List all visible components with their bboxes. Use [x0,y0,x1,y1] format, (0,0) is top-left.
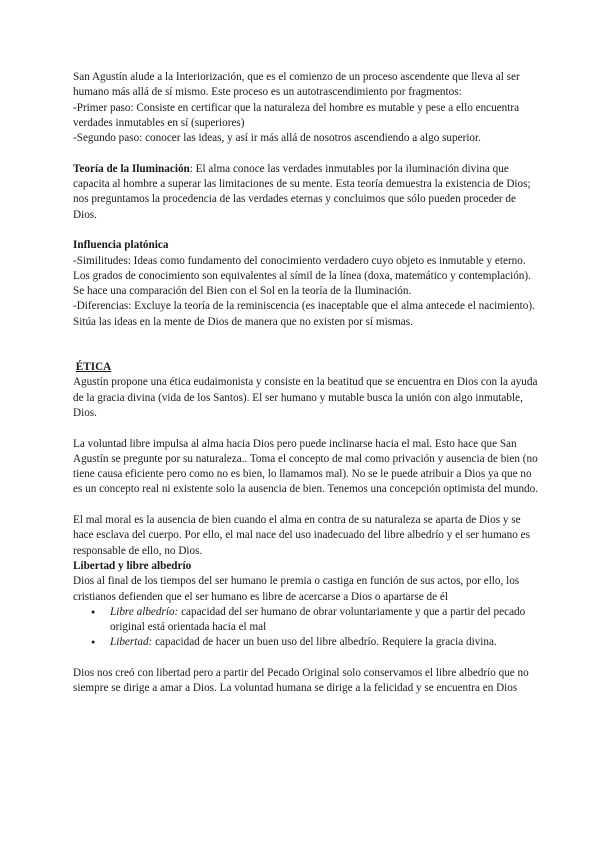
list-item-term: Libertad: [110,636,153,649]
iluminacion-paragraph [73,162,542,223]
spacer [73,651,542,666]
iluminacion-term: Teoría de la Iluminación [73,162,190,175]
list-item [110,605,542,636]
list-item-text: capacidad de hacer un buen uso del libre albedrío. Requiere la gracia divina. [152,636,497,649]
libertad-heading: Libertad y libre albedrío [73,559,192,572]
intro-step-1: -Primer paso: Consiste en certificar que la naturaleza del hombre es mutable y pese a ello encuentra verdades inmutables en sí (superiores) [73,101,520,129]
platonica-heading: Influencia platónica [73,239,169,252]
etica-heading: ÉTICA [75,361,112,374]
platonica-diferencias: -Diferencias: Excluye la teoría de la reminiscencia (es inaceptable que el alma antecede el nacimiento). Sitúa las ideas en la mente de Dios de manera que no existen por sí mismas. [73,300,535,328]
iluminacion-text: : El alma conoce las verdades inmutables por la iluminación divina que capacita al hombre a superar las limitaciones de su mente. Esta teoría demuestra la existencia de Dios; nos preguntamos la procedencia de las verdades eternas y concluimos que sólo pueden proceder de Dios. [73,162,531,221]
platonica-similitudes: -Similitudes: Ideas como fundamento del conocimiento verdadero cuyo objeto es inmutable y eterno. Los grados de conocimiento son equivalentes al símil de la línea (doxa, matemático y contemplación). Se hace una comparación del Bien con el Sol en la teoría de la Iluminación. [73,254,531,298]
list-item-term: Libre albedrío: [110,605,179,618]
spacer [73,330,542,360]
spacer [73,498,542,513]
etica-paragraph-1: Agustín propone una ética eudaimonista y consiste en la beatitud que se encuentra en Dios con la ayuda de la gracia divina (vida de los Santos). El ser humano y mutable busca la unión con algo inmutable, Dios. [73,376,538,419]
etica-heading-line [73,360,542,375]
spacer [73,421,542,436]
intro-step-2: -Segundo paso: conocer las ideas, y así ir más allá de nosotros ascendiendo a algo superior. [73,132,481,145]
list-item [110,635,542,650]
libertad-list [73,605,542,651]
libertad-paragraph: Dios al final de los tiempos del ser humano le premia o castiga en función de sus actos, por ello, los cristianos defienden que el ser humano es libre de acercarse a Dios o apartarse de él [73,575,520,603]
intro-paragraph: San Agustín alude a la Interiorización, que es el comienzo de un proceso ascendente que lleva al ser humano más allá de sí mismo. Este proceso es un autotrascendimiento por fragmentos: [73,71,520,99]
spacer [73,223,542,238]
spacer [73,146,542,161]
list-item-text: capacidad del ser humano de obrar voluntariamente y que a partir del pecado original está orientada hacia el mal [110,605,526,634]
etica-paragraph-3: El mal moral es la ausencia de bien cuando el alma en contra de su naturaleza se aparta de Dios y se hace esclava del cuerpo. Por ello, el mal nace del uso inadecuado del libre albedrío y el ser humano es responsable de ello, no Dios. [73,514,530,557]
etica-paragraph-2: La voluntad libre impulsa al alma hacia Dios pero puede inclinarse hacia el mal. Esto hace que San Agustín se pregunte por su naturaleza.. Toma el concepto de mal como privación y ausencia de bien (no tiene causa eficiente pero como no es bien, lo llamamos mal). No se le puede atribuir a Dios ya que no es un concepto real ni existente solo la ausencia de bien. Tenemos una concepción optimista del mundo. [73,437,539,496]
libertad-closing: Dios nos creó con libertad pero a partir del Pecado Original solo conservamos el libre albedrío que no siempre se dirige a amar a Dios. La voluntad humana se dirige a la felicidad y se encuentra en Dios [73,666,529,695]
